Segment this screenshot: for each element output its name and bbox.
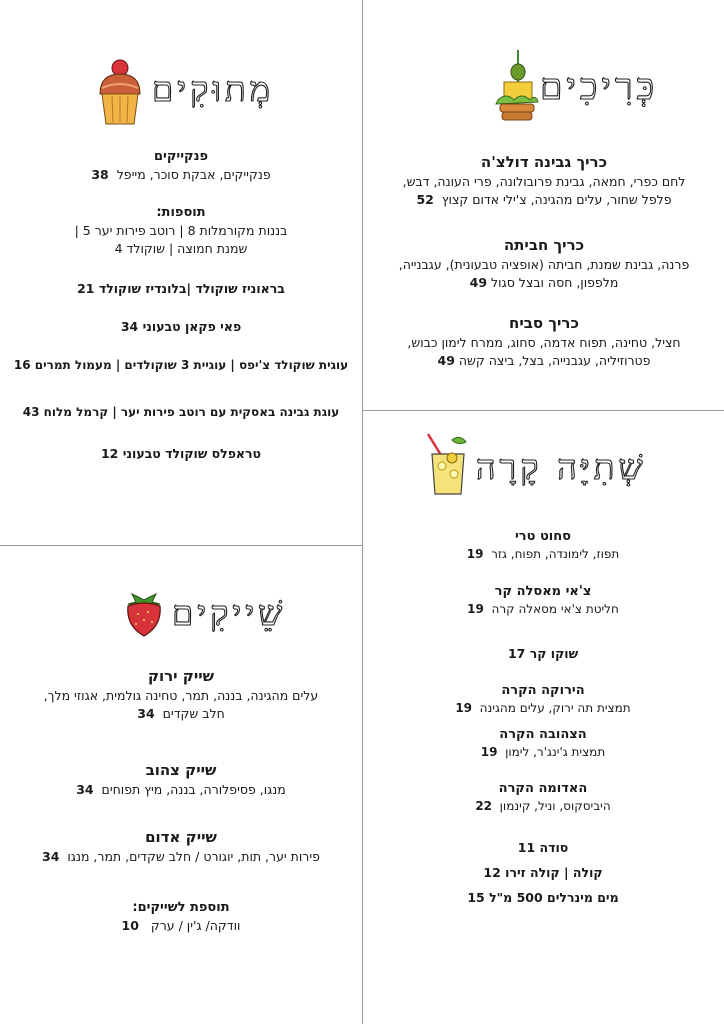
item-desc: לחם כפרי, חמאה, גבינת פרובולונה, פרי העונה, דבש, <box>402 174 686 189</box>
addons-line: בננות מקורמלות 8 | רוטב פירות יער 5 | <box>74 223 288 239</box>
item-desc: פלפל שחור, עלים מהגינה, צ'ילי אדום קצוץ <box>441 191 672 207</box>
item-price: 34 <box>137 705 155 721</box>
item-line: פאי פקאן טבעוני 34 <box>120 319 242 334</box>
heading-sweets: מְתוּקִים <box>152 70 274 110</box>
drink-item <box>362 528 724 563</box>
sandwich-item-1 <box>370 152 718 208</box>
sweets-list-item <box>0 318 362 336</box>
item-line: עוגית שוקולד צ'יפס | עוגיית 3 שוקולדים | מעמול תמרים 16 <box>13 358 349 372</box>
item-title: האדומה הקרה <box>498 781 588 796</box>
addon-title: תוספת לשייקים: <box>132 900 230 915</box>
addons-block <box>0 204 362 257</box>
item-desc: פנקייקים, אבקת סוכר, מייפל <box>116 167 271 183</box>
sweets-list-item <box>0 280 362 298</box>
drink-item <box>362 682 724 717</box>
item-line: עוגת גבינה באסקית עם רוטב פירות יער | קרמל מלוח 43 <box>22 405 340 419</box>
item-title: שייק אדום <box>145 828 217 846</box>
item-price: 52 <box>416 191 434 207</box>
item-price: 34 <box>76 782 94 797</box>
addon-price: 10 <box>121 918 139 934</box>
item-line: סודה 11 <box>517 840 569 855</box>
item-line: מים מינרלים 500 מ"ל 15 <box>467 890 619 905</box>
item-price: 38 <box>91 167 109 183</box>
item-desc: תפוז, לימונדה, תפוח, גזר <box>491 547 620 562</box>
item-desc: עלים מהגינה, בננה, תמר, טחינה גולמית, אגוזי מלך, <box>43 688 319 703</box>
item-desc: חלב שקדים <box>162 705 225 721</box>
item-desc: פטרוזיליה, עגבנייה, בצל, ביצה קשה <box>458 352 651 368</box>
shake-item <box>0 666 362 722</box>
item-price: 22 <box>475 799 493 814</box>
item-desc: פרנה, גבינת שמנת, חביתה (אופציה טבעונית), עגבנייה, <box>398 257 690 272</box>
lemonade-icon <box>424 430 468 496</box>
sweets-list-item <box>0 445 362 463</box>
addons-line: שמנת חמוצה | שוקולד 4 <box>114 240 248 256</box>
drink-item <box>362 780 724 815</box>
item-price: 49 <box>469 274 488 290</box>
pancakes-item <box>0 148 362 184</box>
item-title: פנקייקים <box>153 149 209 164</box>
heading-cold-drinks: שְׁתִיָּה קָרָה <box>476 448 647 488</box>
item-title: צ'אי מאסלה קר <box>494 584 592 599</box>
shake-item <box>0 827 362 866</box>
item-desc: מלפפון, חסה ובצל סגול <box>491 274 619 290</box>
item-title: כריך סביח <box>509 314 579 332</box>
sweets-list-item <box>0 357 362 374</box>
item-line: קולה | קולה זירו 12 <box>483 865 603 880</box>
drink-item <box>362 726 724 761</box>
shake-item <box>0 760 362 799</box>
item-price: 49 <box>437 352 455 368</box>
drink-item <box>362 864 724 882</box>
item-price: 19 <box>480 745 498 760</box>
item-title: כריך חביתה <box>503 236 585 254</box>
item-title: שייק ירוק <box>147 667 215 685</box>
drink-item <box>362 839 724 857</box>
horizontal-divider-right <box>362 410 724 411</box>
addon-line: וודקה/ ג'ין / ערק <box>150 918 241 934</box>
shake-addon <box>0 899 362 935</box>
item-desc: חציל, טחינה, תפוח אדמה, סחוג, ממרח לימון כבוש, <box>407 335 681 350</box>
item-desc: מנגו, פסיפלורה, בננה, מיץ תפוחים <box>101 782 286 797</box>
item-title: סחוט טרי <box>514 529 572 544</box>
item-line: טראפלס שוקולד טבעוני 12 <box>100 446 262 461</box>
item-title: הצהובה הקרה <box>499 727 587 742</box>
sandwich-icon <box>492 48 542 128</box>
heading-shakes: שֵׁייקִים <box>172 594 287 634</box>
item-desc: תמצית ג'ינג'ר, לימון <box>505 745 606 760</box>
item-price: 19 <box>467 602 484 617</box>
cupcake-icon <box>96 58 144 128</box>
sandwich-item-2 <box>370 235 718 291</box>
item-price: 34 <box>42 849 60 864</box>
item-price: 19 <box>455 701 473 716</box>
drink-item <box>362 889 724 907</box>
sweets-list-item <box>0 404 362 421</box>
item-title: הירוקה הקרה <box>501 683 585 698</box>
item-price: 19 <box>466 547 484 562</box>
item-desc: חליטת צ'אי מסאלה קרה <box>491 602 619 617</box>
item-line: בראוניז שוקולד |בלונדיז שוקולד 21 <box>77 281 285 296</box>
sandwich-item-3 <box>370 313 718 369</box>
item-desc: היביסקוס, וניל, קינמון <box>499 799 611 814</box>
item-line: שוקו קר 17 <box>507 646 579 661</box>
item-title: שייק צהוב <box>145 761 217 779</box>
item-desc: פירות יער, תות, יוגורט / חלב שקדים, תמר, מנגו <box>67 849 320 864</box>
drink-item <box>362 645 724 663</box>
horizontal-divider-left <box>0 545 362 546</box>
heading-sandwiches: כְּרִיכִים <box>540 67 659 108</box>
item-desc: תמצית תה ירוק, עלים מהגינה <box>479 701 631 716</box>
addons-title: תוספות: <box>156 205 206 220</box>
strawberry-icon <box>124 586 164 638</box>
drink-item <box>362 583 724 618</box>
item-title: כריך גבינה דולצ'ה <box>480 153 608 171</box>
